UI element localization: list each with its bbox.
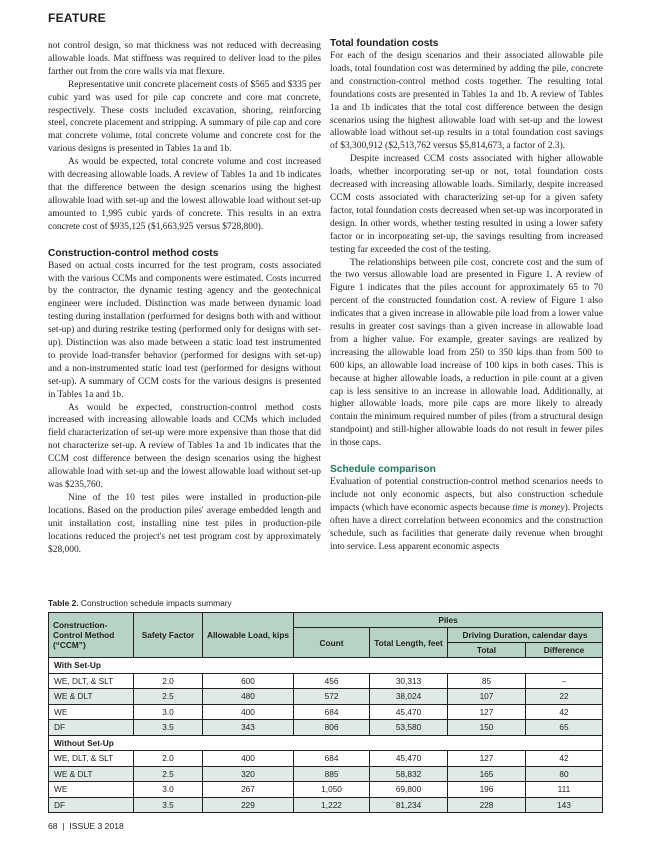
paragraph: Based on actual costs incurred for the test program, costs associated with the various CCMs and components were estimated. Costs incurred by the contractor, the dynamic testing agency and the geotechnical engineer were included. Distinction was made between dynamic load testing during installation (performed for designs both with and without set-up) and during restrike testing (performed only for designs with set-up). Distinction was also made between a static load test instrumented to provide load-transfer behavior (performed for designs with set-up) and a non-instrumented static load test (performed for designs without set-up). A summary of CCM costs for the various designs is presented in Tables 1a and 1b. <box>48 260 321 400</box>
header-difference: Difference <box>525 643 602 658</box>
table-row: WE & DLT 2.5 320 885 58,832 165 80 <box>49 766 603 782</box>
section-heading-total-foundation-costs: Total foundation costs <box>330 38 439 49</box>
section-heading-ccm-costs: Construction-control method costs <box>48 247 219 259</box>
paragraph: Despite increased CCM costs associated with higher allowable loads, whether incorporating set-up or not, total foundation costs decreased with increasing allowable loads. Similarly, despite increased CCM costs associated with characterizing set-up for a given safety factor, total foundation costs decreased when set-up was incorporated in design. In other words, whether testing resulted in using a lower safety factor or in incorporating set-up, the savings resulting from increased testing far exceeded the cost of the testing. <box>330 154 603 255</box>
section-heading-schedule-comparison: Schedule comparison <box>330 464 436 476</box>
group-label: Without Set-Up <box>49 735 603 751</box>
left-column <box>48 40 321 556</box>
paragraph: As would be expected, total concrete volume and cost increased with decreasing allowable loads. A review of Tables 1a and 1b indicates that the difference between the design scenarios using the highest allowable load with set-up and the lowest allowable load without set-up amounted to 1,995 cubic yards of concrete. This results in an extra concrete cost of $935,125 ($1,663,925 versus $728,800). <box>48 157 321 232</box>
paragraph: Evaluation of potential construction-control method scenarios needs to include not only economic aspects, but also construction schedule impacts (which have economic aspects because time is money). Projects often have a direct correlation between economics and the construction schedule, such as facilities that generate daily revenue when brought into service. Less apparent economic aspects <box>330 477 603 552</box>
table-row: WE, DLT, & SLT 2.0 400 684 45,470 127 42 <box>49 751 603 767</box>
paragraph: Nine of the 10 test piles were installed in production-pile locations. Based on the production piles' average embedded length and unit installation cost, installing nine test piles in production-pile locations reduced the project's net test program cost by approximately $28,000. <box>48 492 321 555</box>
schedule-impacts-table <box>48 612 603 813</box>
paragraph: The relationships between pile cost, concrete cost and the sum of the two versus allowable load are presented in Figure 1. A review of Figure 1 indicates that the piles account for approximately 65 to 70 percent of the constructed foundation cost. A review of Figure 1 also indicates that a given increase in allowable pile load from a lower value results in greater cost savings than a given increase in allowable load from a higher value. For example, greater savings are realized by increasing the allowable load from 250 to 350 kips than from 500 to 600 kips, an allowable load increase of 100 kips in both cases. This is because at higher allowable loads, a reduction in pile count at a given cap is less sensitive to an increase in allowable load. Additionally, at higher allowable loads, more pile caps are more likely to already contain the minimum required number of piles (from a structural design standpoint) and still-higher allowable loads do not result in fewer piles in those caps. <box>330 257 603 449</box>
right-column <box>330 37 603 554</box>
header-total: Total <box>448 643 526 658</box>
header-total-length: Total Length, feet <box>370 628 448 658</box>
table-row: DF 3.5 229 1,222 81,234 228 143 <box>49 797 603 813</box>
emphasis: time is money <box>512 502 565 513</box>
paragraph: As would be expected, construction-control method costs increased with increasing allowable loads and CCMs which included field characterization of set-up were more expensive than those that did not characterize set-up. A review of Tables 1a and 1b indicates that the CCM cost difference between the design scenarios using the highest allowable load with set-up and the lowest allowable load without set-up was $235,760. <box>48 402 321 490</box>
paragraph: Representative unit concrete placement costs of $565 and $335 per cubic yard was used for pile cap concrete and core mat concrete, respectively. These costs included excavation, shoring, reinforcing steel, concrete placement and stripping. A summary of pile cap and core mat concrete volume, total concrete volume and concrete cost for the various designs is presented in Tables 1a and 1b. <box>48 79 321 155</box>
table-caption: Table 2. Construction schedule impacts summary <box>48 598 232 608</box>
header-safety-factor: Safety Factor <box>134 613 203 658</box>
table-row: WE, DLT, & SLT 2.0 600 456 30,313 85 – <box>49 673 603 689</box>
paragraph: For each of the design scenarios and their associated allowable pile loads, total foundation cost was determined by adding the pile, concrete and construction-control method costs together. The resulting total foundations costs are presented in Tables 1a and 1b. A review of Tables 1a and 1b indicates that the total cost difference between the design scenarios using the highest allowable load with set-up and the lowest allowable load without set-up results in a total foundation cost savings of $3,300,912 ($2,513,762 versus $5,814,673, a factor of 2.3). <box>330 51 603 152</box>
header-count: Count <box>294 628 370 658</box>
table-row: DF 3.5 343 806 53,580 150 65 <box>49 720 603 736</box>
group-label: With Set-Up <box>49 658 603 674</box>
table-row: WE & DLT 2.5 480 572 38,024 107 22 <box>49 689 603 705</box>
header-allowable-load: Allowable Load, kips <box>202 613 293 658</box>
section-tag: FEATURE <box>48 11 106 25</box>
header-piles: Piles <box>294 613 603 628</box>
page-folio: 68 | ISSUE 3 2018 <box>48 821 124 831</box>
table-row: WE 3.0 400 684 45,470 127 42 <box>49 704 603 720</box>
header-driving-duration: Driving Duration, calendar days <box>448 628 603 643</box>
header-ccm: Construction-Control Method (“CCM”) <box>49 613 134 658</box>
table-row: WE 3.0 267 1,050 69,800 196 111 <box>49 782 603 798</box>
paragraph: not control design, so mat thickness was not reduced with decreasing allowable loads. Mat stiffness was required to deliver load to the piles farther out from the core walls via mat flexure. <box>48 41 321 77</box>
